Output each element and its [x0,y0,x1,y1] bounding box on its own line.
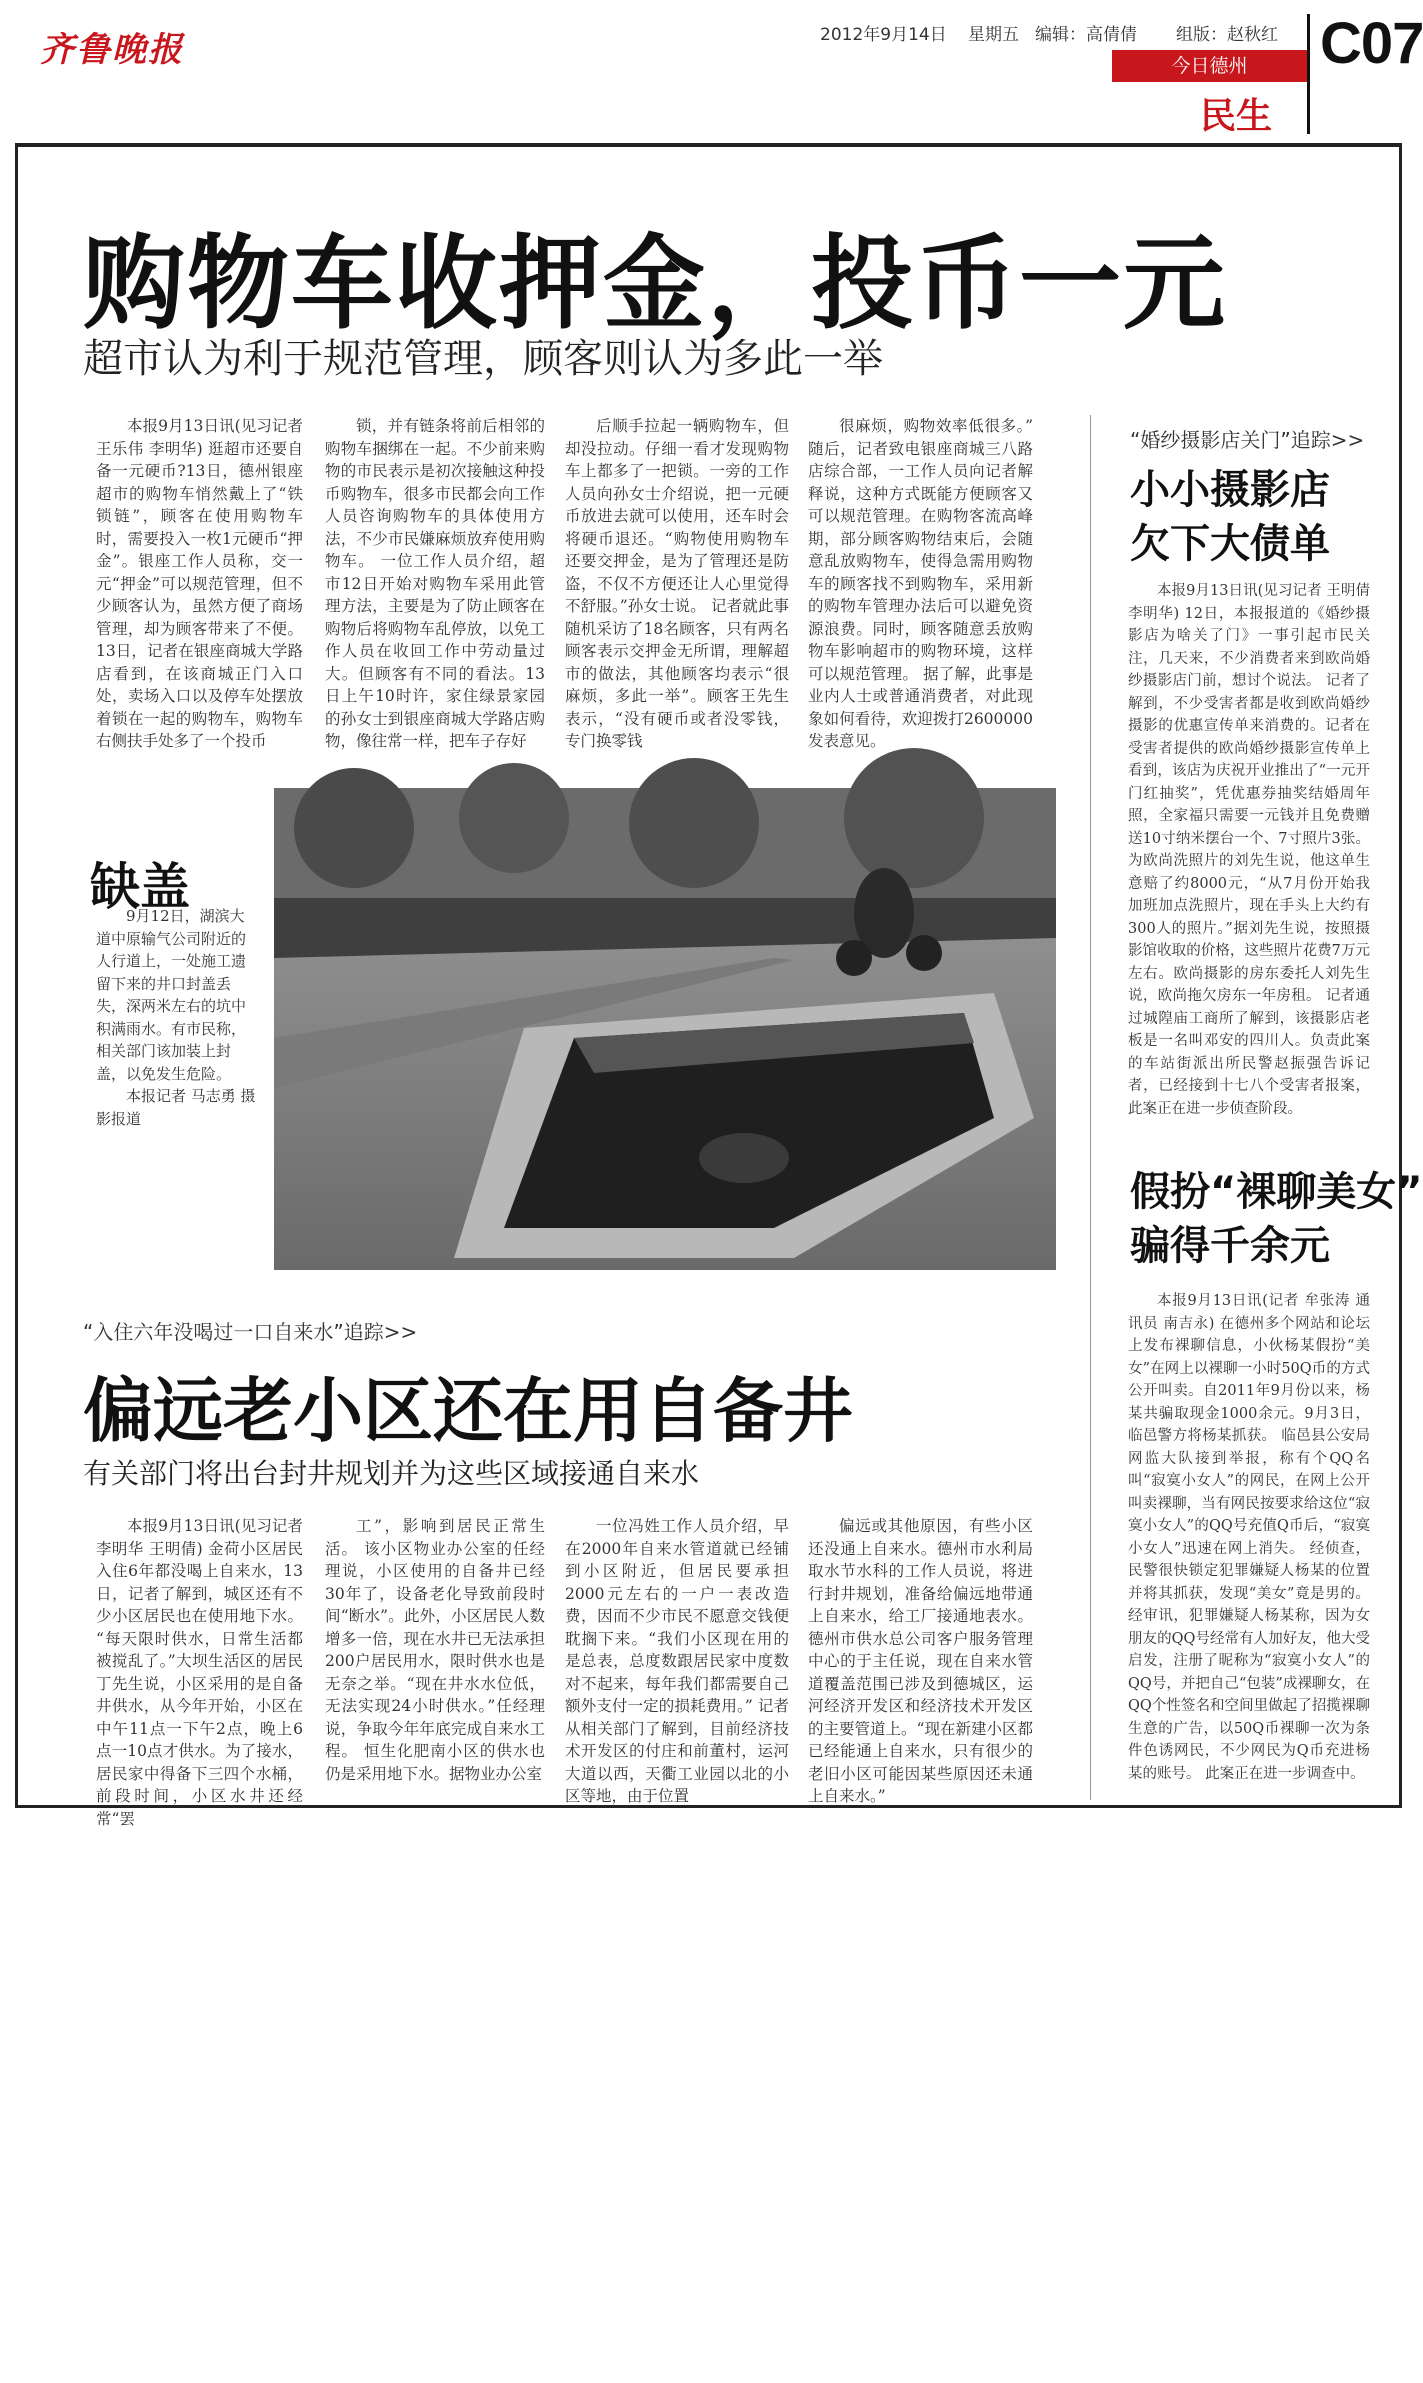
story2-column-4: 偏远或其他原因，有些小区还没通上自来水。德州市水利局取水节水科的工作人员说，将进行封井规划，准备给偏远地带通上自来水，给工厂接通地表水。 德州市供水总公司客户服务管理中心的于主任说，现在自来水管道覆盖范围已涉及到德城区，运河经济开发区和经济技术开发区的主要管道上。“现在新建小区都已经能通上自来水，只有很少的老旧小区可能因某些原因还未通上自来水。” [808,1517,1033,1805]
lead-subhead: 超市认为利于规范管理，顾客则认为多此一举 [83,336,883,382]
story2-subhead: 有关部门将出台封井规划并为这些区域接通自来水 [83,1457,700,1490]
lead-column-4: 很麻烦，购物效率低很多。” 随后，记者致电银座商城三八路店综合部，一工作人员向记者解释说，这种方式既能方便顾客又可以规范管理。在购物客流高峰期，部分顾客购物结束后，会随意乱放购物车，使得急需用购物车的顾客找不到购物车，采用新的购物车管理办法后可以避免资源浪费。同时，顾客随意丢放购物车影响超市的购物环境，这样可以规范管理。 据了解，此事是业内人士或普通消费者，对此现象如何看待，欢迎拨打2600000发表意见。 [808,417,1033,750]
news-photo [274,788,1056,1270]
lead-column-2: 锁，并有链条将前后相邻的购物车捆绑在一起。不少前来购物的市民表示是初次接触这种投币购物车，很多市民都会向工作人员咨询购物车的具体使用方法，不少市民嫌麻烦放弃使用购物车。 一位工作人员介绍，超市12日开始对购物车采用此管理方法，主要是为了防止顾客在购物后将购物车乱停放，以免工作人员在收回工作中劳动量过大。但顾客有不同的看法。13日上午10时许，家住绿景家园的孙女士到银座商城大学路店购物，像往常一样，把车子存好 [325,417,545,750]
sidebar1-title-line1: 小小摄影店 [1130,467,1330,513]
sidebar2-title-line2: 骗得千余元 [1130,1223,1330,1269]
sidebar2-title-line1: 假扮“裸聊美女” [1130,1169,1423,1215]
editor-credit: 编辑：高倩倩 [1035,25,1137,45]
layout-credit: 组版：赵秋红 [1176,25,1278,45]
section-name: 民生 [1200,96,1273,137]
story2-column-3: 一位冯姓工作人员介绍，早在2000年自来水管道就已经铺到小区附近，但居民要承担2000元左右的一户一表改造费，因而不少市民不愿意交钱便耽搁下来。“我们小区现在用的是总表，总度数跟居民家中度数对不起来，每年我们都需要自己额外支付一定的损耗费用。” 记者从相关部门了解到，目前经济技术开发区的付庄和前董村，运河大道以西，天衢工业园以北的小区等地，由于位置 [565,1517,789,1805]
sidebar-divider [1090,415,1091,1800]
sidebar2-body: 本报9月13日讯(记者 牟张涛 通讯员 南吉永) 在德州多个网站和论坛上发布裸聊信息，小伙杨某假扮“美女”在网上以裸聊一小时50Q币的方式公开叫卖。自2011年9月份以来，杨某共骗取现金1000余元。9月3日，临邑警方将杨某抓获。 临邑县公安局网监大队接到举报，称有个QQ名叫“寂寞小女人”的网民，在网上公开叫卖裸聊，当有网民按要求给这位“寂寞小女人”的QQ号充值Q币后，“寂寞小女人”迅速在网上消失。 经侦查，民警很快锁定犯罪嫌疑人杨某的位置并将其抓获，发现“美女”竟是男的。经审讯，犯罪嫌疑人杨某称，因为女朋友的QQ号经常有人加好友，他大受启发，注册了昵称为“寂寞小女人”的QQ号，并把自己“包装”成裸聊女，在QQ个性签名和空间里做起了招揽裸聊生意的广告，以50Q币裸聊一次为条件色诱网民，不少网民为Q币充进杨某的账号。 此案正在进一步调查中。 [1128,1293,1370,1782]
newspaper-logo: 齐鲁晚报 [40,30,184,70]
lead-headline: 购物车收押金，投币一元 [83,225,1227,344]
photo-story-title: 缺盖 [90,858,190,916]
story2-kicker: “入住六年没喝过一口自来水”追踪>> [83,1320,418,1344]
masthead-divider [1307,14,1310,134]
issue-weekday: 星期五 [968,25,1019,45]
sidebar1-kicker: “婚纱摄影店关门”追踪>> [1130,428,1365,452]
lead-column-3: 后顺手拉起一辆购物车，但却没拉动。仔细一看才发现购物车上都多了一把锁。一旁的工作人员向孙女士介绍说，把一元硬币放进去就可以使用，还车时会将硬币退还。“购物使用购物车还要交押金，是为了管理还是防盗，不仅不方便还让人心里觉得不舒服。”孙女士说。 记者就此事随机采访了18名顾客，只有两名顾客表示交押金无所谓，理解超市的做法，其他顾客均表示“很麻烦，多此一举”。顾客王先生表示，“没有硬币或者没零钱，专门换零钱 [565,417,789,750]
section-badge: 今日德州 [1112,50,1307,82]
sidebar1-title-line2: 欠下大债单 [1130,521,1330,567]
lead-column-1: 本报9月13日讯(见习记者 王乐伟 李明华) 逛超市还要自备一元硬币?13日，德州银座超市的购物车悄然戴上了“铁锁链”，顾客在使用购物车时，需要投入一枚1元硬币“押金”。银座工作人员称，交一元“押金”可以规范管理，但不少顾客认为，虽然方便了商场管理，却为顾客带来了不便。 13日，记者在银座商城大学路店看到，在该商城正门入口处，卖场入口以及停车处摆放着锁在一起的购物车，购物车右侧扶手处多了一个投币 [96,417,303,750]
story2-column-2: 工”，影响到居民正常生活。 该小区物业办公室的任经理说，小区使用的自备井已经30年了，设备老化导致前段时间“断水”。此外，小区居民人数增多一倍，现在水井已无法承担200户居民用水，限时供水也是无奈之举。“现在井水水位低，无法实现24小时供水。”任经理说，争取今年年底完成自来水工程。 恒生化肥南小区的供水也仍是采用地下水。据物业办公室 [325,1517,545,1783]
story2-headline: 偏远老小区还在用自备井 [83,1370,853,1452]
issue-date: 2012年9月14日 [820,25,947,45]
photo-caption: 9月12日，湖滨大道中原输气公司附近的人行道上，一处施工遗留下来的井口封盖丢失，深两米左右的坑中积满雨水。有市民称，相关部门该加装上封盖，以免发生危险。 本报记者 马志勇 摄影报道 [96,907,256,1128]
page-code: C07 [1320,11,1423,76]
story2-column-1: 本报9月13日讯(见习记者 李明华 王明倩) 金荷小区居民入住6年都没喝上自来水，13日，记者了解到，城区还有不少小区居民也在使用地下水。 “每天限时供水，日常生活都被搅乱了。”大坝生活区的居民丁先生说，小区采用的是自备井供水，从今年开始，小区在中午11点一下午2点，晚上6点一10点才供水。为了接水，居民家中得备下三四个水桶，前段时间，小区水井还经常“罢 [96,1517,303,1828]
sidebar1-body: 本报9月13日讯(见习记者 王明倩 李明华) 12日，本报报道的《婚纱摄影店为啥关了门》一事引起市民关注，几天来，不少消费者来到欧尚婚纱摄影店门前，想讨个说法。 记者了解到，不少受害者都是收到欧尚婚纱摄影的优惠宣传单来消费的。记者在受害者提供的欧尚婚纱摄影宣传单上看到，该店为庆祝开业推出了“一元开门红抽奖”，凭优惠券抽奖结婚周年照，全家福只需要一元钱并且免费赠送10寸纳米摆台一个、7寸照片3张。 为欧尚洗照片的刘先生说，他这单生意赔了约8000元，“从7月份开始我加班加点洗照片，现在手头上大约有300人的照片。”据刘先生说，按照摄影馆收取的价格，这些照片花费7万元左右。欧尚摄影的房东委托人刘先生说，欧尚拖欠房东一年房租。 记者通过城隍庙工商所了解到，该摄影店老板是一名叫邓安的四川人。负责此案的车站街派出所民警赵振强告诉记者，已经接到十七八个受害者报案，此案正在进一步侦查阶段。 [1128,583,1370,1117]
